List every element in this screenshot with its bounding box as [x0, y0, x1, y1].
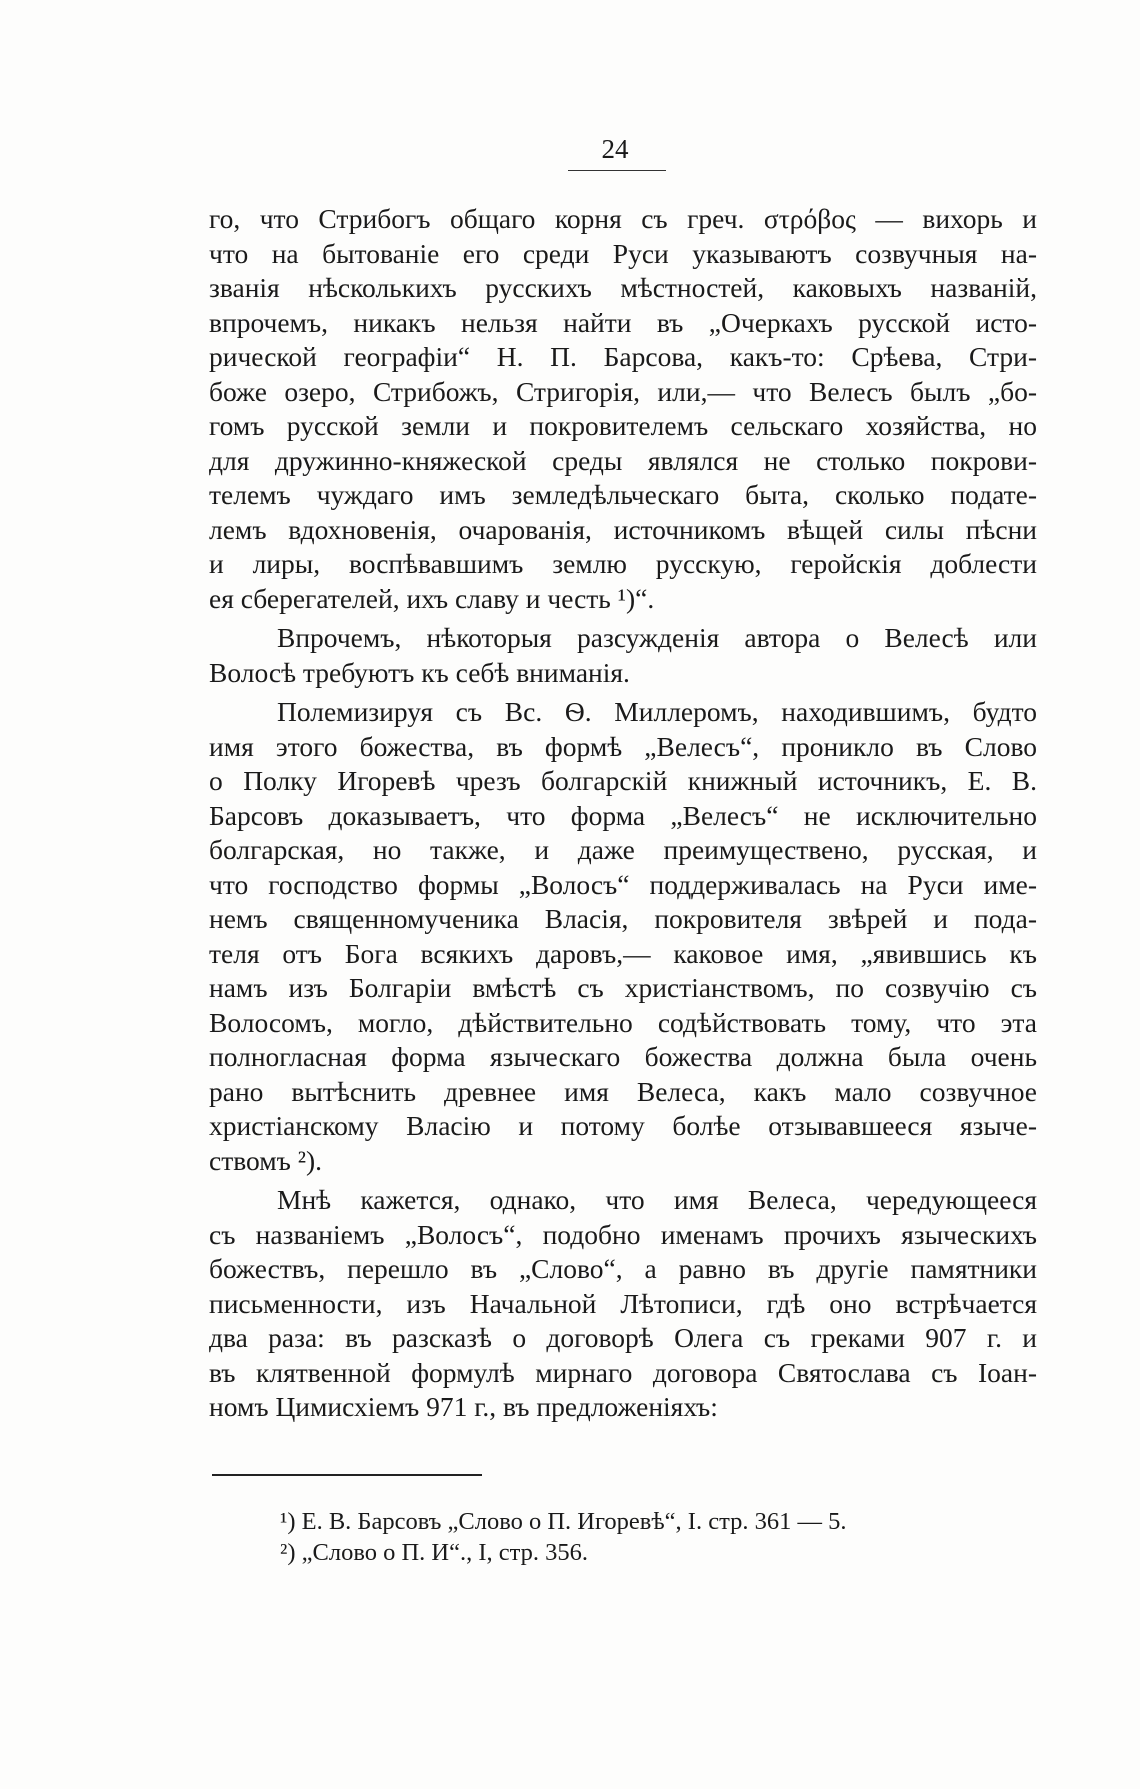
text-line: гомъ русской земли и покровителемъ сельскаго хозяйства, но — [209, 410, 1037, 441]
text-line: что господство формы „Волосъ“ поддерживалась на Руси име- — [209, 868, 1037, 900]
text-line: что на бытованіе его среди Руси указываютъ созвучныя на- — [209, 237, 1037, 269]
footnote-2: ²) „Слово о П. И“., I, стр. 356. — [280, 1539, 589, 1566]
text-line: Полемизируя съ Вс. Ѳ. Миллеромъ, находившимъ, будто — [277, 696, 1037, 727]
text-line: въ клятвенной формулѣ мирнаго договора Святослава съ Іоан- — [209, 1356, 1037, 1388]
text-line: теля отъ Бога всякихъ даровъ,— каковое имя, „явившись къ — [209, 937, 1037, 969]
footnote-rule — [212, 1474, 482, 1476]
text-line: болгарская, но также, и даже преимуществено, русская, и — [209, 834, 1037, 865]
text-line: божествъ, перешло въ „Слово“, а равно въ другіе памятники — [209, 1253, 1037, 1284]
text-line: два раза: въ разсказѣ о договорѣ Олега съ греками 907 г. и — [209, 1322, 1037, 1353]
text-line: Волосомъ, могло, дѣйствительно содѣйствовать тому, что эта — [209, 1006, 1037, 1038]
text-line: номъ Цимисхіемъ 971 г., въ предложеніяхъ: — [209, 1391, 718, 1422]
text-line: имя этого божества, въ формѣ „Велесъ“, проникло въ Слово — [209, 730, 1037, 762]
text-line: полногласная форма языческаго божества должна была очень — [209, 1041, 1037, 1072]
text-line: письменности, изъ Начальной Лѣтописи, гдѣ оно встрѣчается — [209, 1287, 1037, 1319]
text-line: впрочемъ, никакъ нельзя найти въ „Очеркахъ русской исто- — [209, 306, 1037, 338]
paragraph-3 — [209, 695, 1037, 1178]
text-line: Барсовъ доказываетъ, что форма „Велесъ“ не исключительно — [209, 799, 1037, 831]
text-line: съ названіемъ „Волосъ“, подобно именамъ прочихъ языческихъ — [209, 1218, 1037, 1250]
text-line: христіанскому Власію и потому болѣе отзывавшееся языче- — [209, 1110, 1037, 1141]
paragraph-1 — [209, 202, 1037, 616]
text-line: рано вытѣснить древнее имя Велеса, какъ мало созвучное — [209, 1075, 1037, 1107]
text-line: и лиры, воспѣвавшимъ землю русскую, геройскія доблести — [209, 548, 1037, 579]
text-line: для дружинно-княжеской среды являлся не столько покрови- — [209, 444, 1037, 476]
text-line: ствомъ ²). — [209, 1144, 323, 1176]
text-line: лемъ вдохновенія, очарованія, источникомъ вѣщей силы пѣсни — [209, 513, 1037, 545]
text-line: Волосѣ требуютъ къ себѣ вниманія. — [209, 656, 630, 688]
footnotes — [280, 1506, 1020, 1568]
text-line: званія нѣсколькихъ русскихъ мѣстностей, каковыхъ названій, — [209, 272, 1037, 303]
text-line: намъ изъ Болгаріи вмѣстѣ съ христіанствомъ, по созвучію съ — [209, 972, 1037, 1003]
text-line: о Полку Игоревѣ чрезъ болгарскій книжный источникъ, Е. В. — [209, 765, 1037, 796]
paragraph-2 — [209, 621, 1037, 690]
text-line: ея сберегателей, ихъ славу и честь ¹)“. — [209, 582, 655, 614]
text-line: Впрочемъ, нѣкоторыя разсужденія автора о Велесѣ или — [277, 622, 1037, 653]
text-line: Мнѣ кажется, однако, что имя Велеса, чередующееся — [277, 1184, 1037, 1215]
footnote-1: ¹) Е. В. Барсовъ „Слово о П. Игоревѣ“, I. стр. 361 — 5. — [280, 1508, 847, 1535]
text-line: го, что Стрибогъ общаго корня съ греч. στρόβος — вихорь и — [209, 203, 1037, 234]
text-line: рической географіи“ Н. П. Барсова, какъ-то: Срѣева, Стри- — [209, 341, 1037, 372]
paragraph-4 — [209, 1183, 1037, 1425]
text-line: боже озеро, Стрибожъ, Стригорія, или,— что Велесъ былъ „бо- — [209, 375, 1037, 407]
page-number: 24 — [601, 134, 629, 164]
page-number-rule — [568, 170, 666, 171]
text-line: телемъ чуждаго имъ земледѣльческаго быта, сколько подате- — [209, 479, 1037, 510]
body-text — [209, 202, 1037, 1425]
text-line: немъ священномученика Власія, покровителя звѣрей и пода- — [209, 903, 1037, 934]
